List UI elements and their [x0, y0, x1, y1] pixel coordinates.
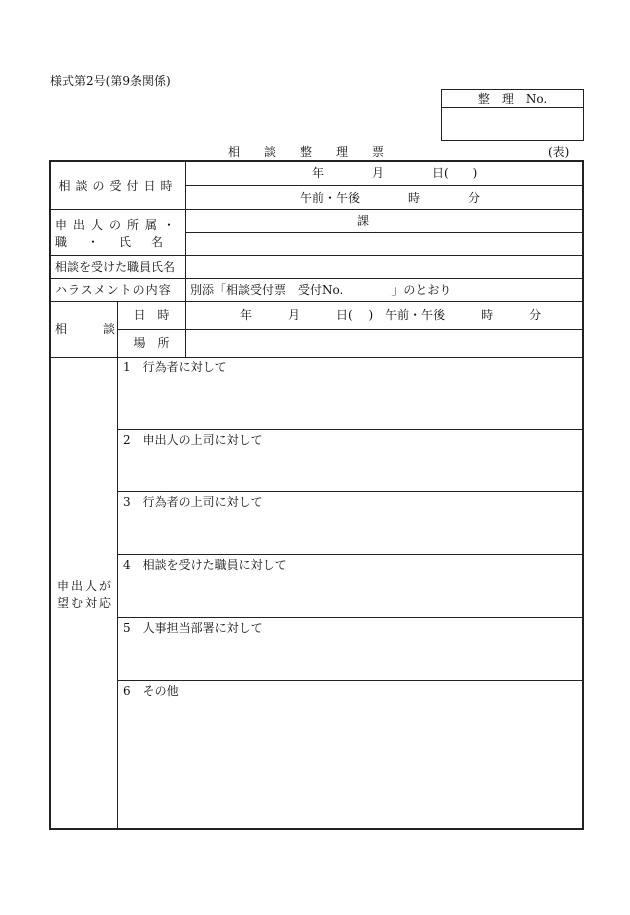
row-divider — [49, 209, 584, 210]
applicant-sub-divider — [185, 232, 584, 233]
consultation-datetime-label: 日 時 — [133, 308, 170, 322]
seiri-box-divider — [441, 107, 584, 108]
desired-item: 2 申出人の上司に対して — [123, 433, 263, 447]
desired-item: 4 相談を受けた職員に対して — [123, 558, 287, 572]
consultation-label: 相 談 — [55, 322, 116, 336]
applicant-dept-suffix: 課 — [357, 214, 370, 228]
consultation-sub-divider — [117, 329, 584, 330]
applicant-label-line1: 申出人の所属・ — [55, 218, 182, 232]
row-divider — [49, 278, 584, 279]
desired-divider — [117, 554, 584, 555]
desired-item: 5 人事担当部署に対して — [123, 621, 263, 635]
reception-date[interactable]: 年 月 日( ) — [312, 166, 478, 180]
row-divider — [49, 357, 584, 358]
row-divider — [49, 301, 584, 302]
page-title: 相 談 整 理 票 — [228, 145, 385, 159]
desired-label-line2: 望む対応 — [57, 596, 114, 610]
desired-item: 3 行為者の上司に対して — [123, 495, 263, 509]
sub-label-column-divider — [117, 301, 118, 830]
harassment-value[interactable]: 別添「相談受付票 受付No. 」のとおり — [190, 283, 452, 297]
consultation-datetime-value[interactable]: 年 月 日( ) 午前・午後 時 分 — [240, 308, 542, 322]
consultation-place-label: 場 所 — [133, 336, 170, 350]
row-divider — [49, 255, 584, 256]
form-number: 様式第2号(第9条関係) — [50, 74, 171, 88]
desired-divider — [117, 680, 584, 681]
desired-divider — [117, 429, 584, 430]
applicant-label-line2: 職 ・ 氏 名 — [55, 235, 168, 249]
label-column-divider — [185, 160, 186, 357]
staff-label: 相談を受けた職員氏名 — [55, 260, 176, 274]
desired-item: 6 その他 — [123, 684, 179, 698]
harassment-label: ハラスメントの内容 — [55, 283, 172, 297]
side-label: (表) — [548, 145, 570, 159]
reception-sub-divider — [185, 185, 584, 186]
seiri-number-label: 整 理 No. — [477, 92, 548, 106]
desired-divider — [117, 491, 584, 492]
reception-time[interactable]: 午前・午後 時 分 — [300, 191, 481, 205]
desired-item: 1 行為者に対して — [123, 360, 227, 374]
desired-label-line1: 申出人が — [57, 579, 114, 593]
reception-label: 相談の受付日時 — [58, 179, 178, 193]
desired-divider — [117, 617, 584, 618]
